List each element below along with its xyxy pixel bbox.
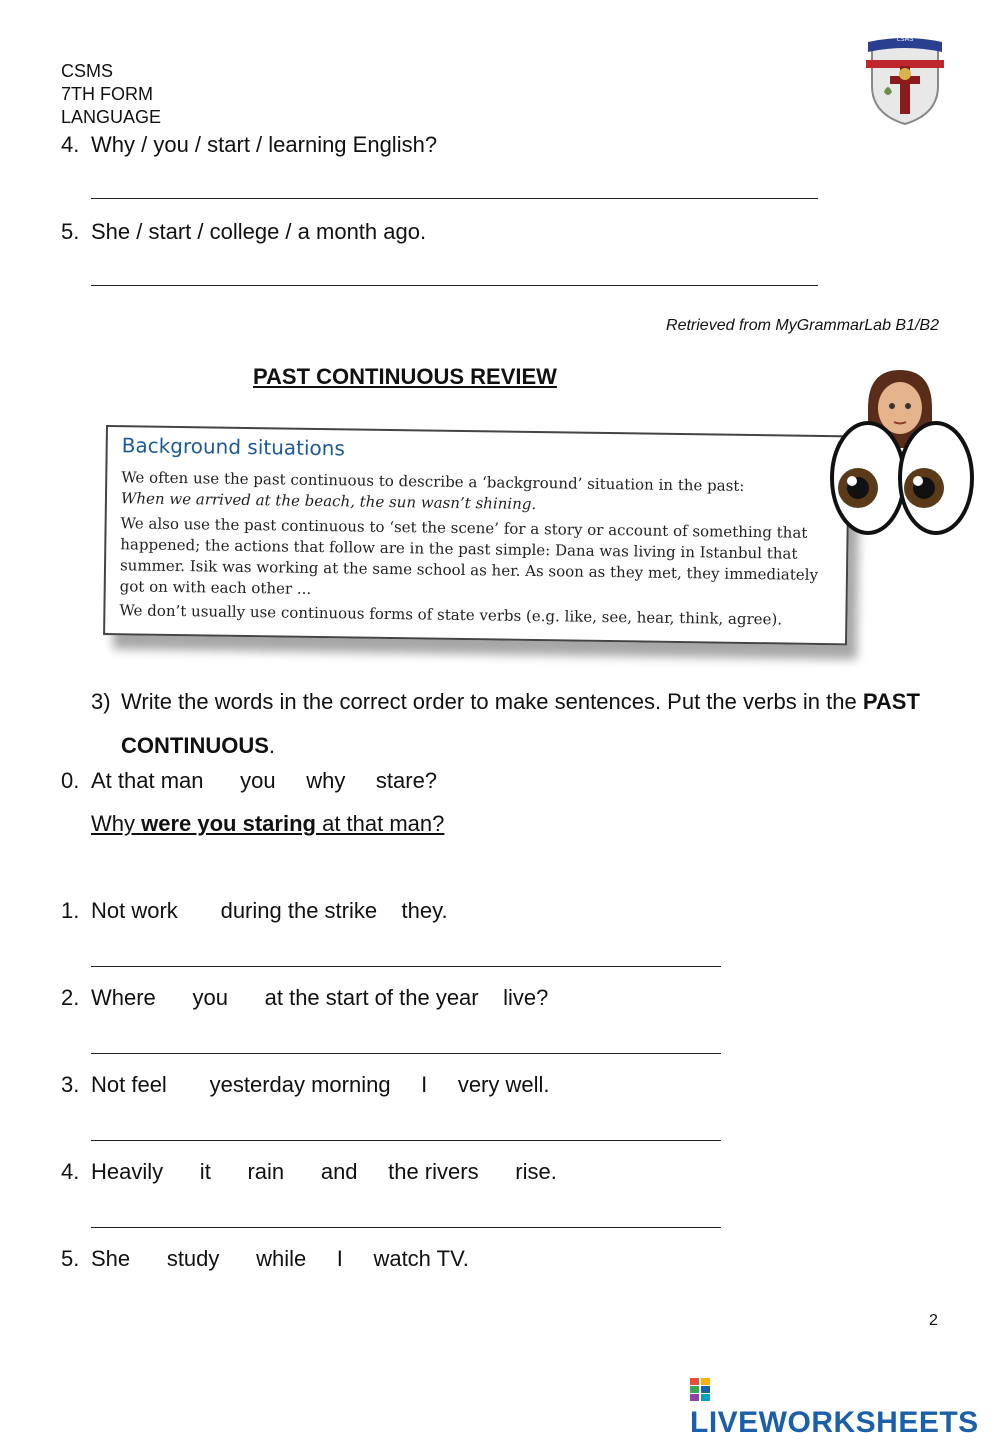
school-crest-icon (866, 34, 944, 126)
grammar-para-3: We don’t usually use continuous forms of state verbs (e.g. like, see, hear, think, agree). (119, 601, 783, 629)
form-label: 7TH FORM (61, 84, 153, 104)
exercise-4-answer-line[interactable] (91, 1227, 721, 1228)
exercise-5-prompt: She study while I watch TV. (91, 1246, 469, 1271)
item-4-prompt: Why / you / start / learning English? (91, 132, 438, 157)
exercise-2-number: 2. (61, 985, 80, 1010)
example-prompt: At that man you why stare? (91, 768, 438, 793)
item-5-number: 5. (61, 219, 80, 244)
exercise-4-prompt: Heavily it rain and the rivers rise. (91, 1159, 557, 1184)
liveworksheets-brand[interactable] (690, 1372, 999, 1440)
liveworksheets-logo-icon (690, 1376, 710, 1402)
exercise-2-answer-line[interactable] (91, 1053, 721, 1054)
exercise-3-answer-line[interactable] (91, 1140, 721, 1141)
exercise-1-answer-line[interactable] (91, 966, 721, 967)
exercise-2-prompt: Where you at the start of the year live? (91, 985, 549, 1010)
school-header (61, 60, 161, 129)
grammar-para-2: We also use the past continuous to ‘set the scene’ for a story or account of something that happened; the actions that follow are in the past simple: Dana was living in Istanbul that summer. Isik was working at the same school as her. As soon as they met, they immediately got on with each other ... (119, 514, 819, 598)
instruction-number: 3) (91, 689, 111, 714)
instruction-text-main: Write the words in the correct order to make sentences. Put the verbs in the (121, 689, 863, 714)
subject-label: LANGUAGE (61, 107, 162, 127)
bitmoji-eyes-illustration (828, 368, 978, 538)
page-number: 2 (929, 1312, 938, 1329)
exercise-4-number: 4. (61, 1159, 80, 1184)
instruction-bold: PAST CONTINUOUS (121, 689, 920, 758)
grammar-para-1 (121, 467, 834, 519)
grammar-example-1: When we arrived at the beach, the sun wasn’t shining. (120, 489, 537, 514)
exercise-3-prompt: Not feel yesterday morning I very well. (91, 1072, 550, 1097)
example-answer-start: Why (91, 811, 142, 836)
grammar-para-1a: We often use the past continuous to describe a ‘background’ situation in the past: (121, 468, 745, 495)
exercise-5-number: 5. (61, 1246, 80, 1271)
exercise-1-number: 1. (61, 898, 80, 923)
section-title: PAST CONTINUOUS REVIEW (253, 364, 557, 389)
instruction-text-end: . (268, 733, 276, 758)
grammar-box (103, 425, 850, 645)
exercise-3-number: 3. (61, 1072, 80, 1097)
example-answer-bold: were you staring (141, 811, 316, 836)
item-5-prompt: She / start / college / a month ago. (91, 219, 427, 244)
answer-line-5[interactable] (91, 285, 818, 286)
item-4-number: 4. (61, 132, 80, 157)
grammar-box-heading: Background situations (121, 433, 346, 461)
exercise-1-prompt: Not work during the strike they. (91, 898, 448, 923)
source-note: Retrieved from MyGrammarLab B1/B2 (666, 317, 939, 334)
school-name: CSMS (61, 61, 114, 81)
instruction-text (121, 680, 931, 768)
example-number: 0. (61, 768, 80, 793)
instruction (91, 680, 941, 770)
svg-text:CSMS: CSMS (896, 36, 914, 43)
liveworksheets-text: LIVEWORKSHEETS (690, 1406, 979, 1439)
answer-line-4[interactable] (91, 198, 818, 199)
example-answer-end: at that man? (315, 811, 445, 836)
example-answer (91, 811, 444, 837)
